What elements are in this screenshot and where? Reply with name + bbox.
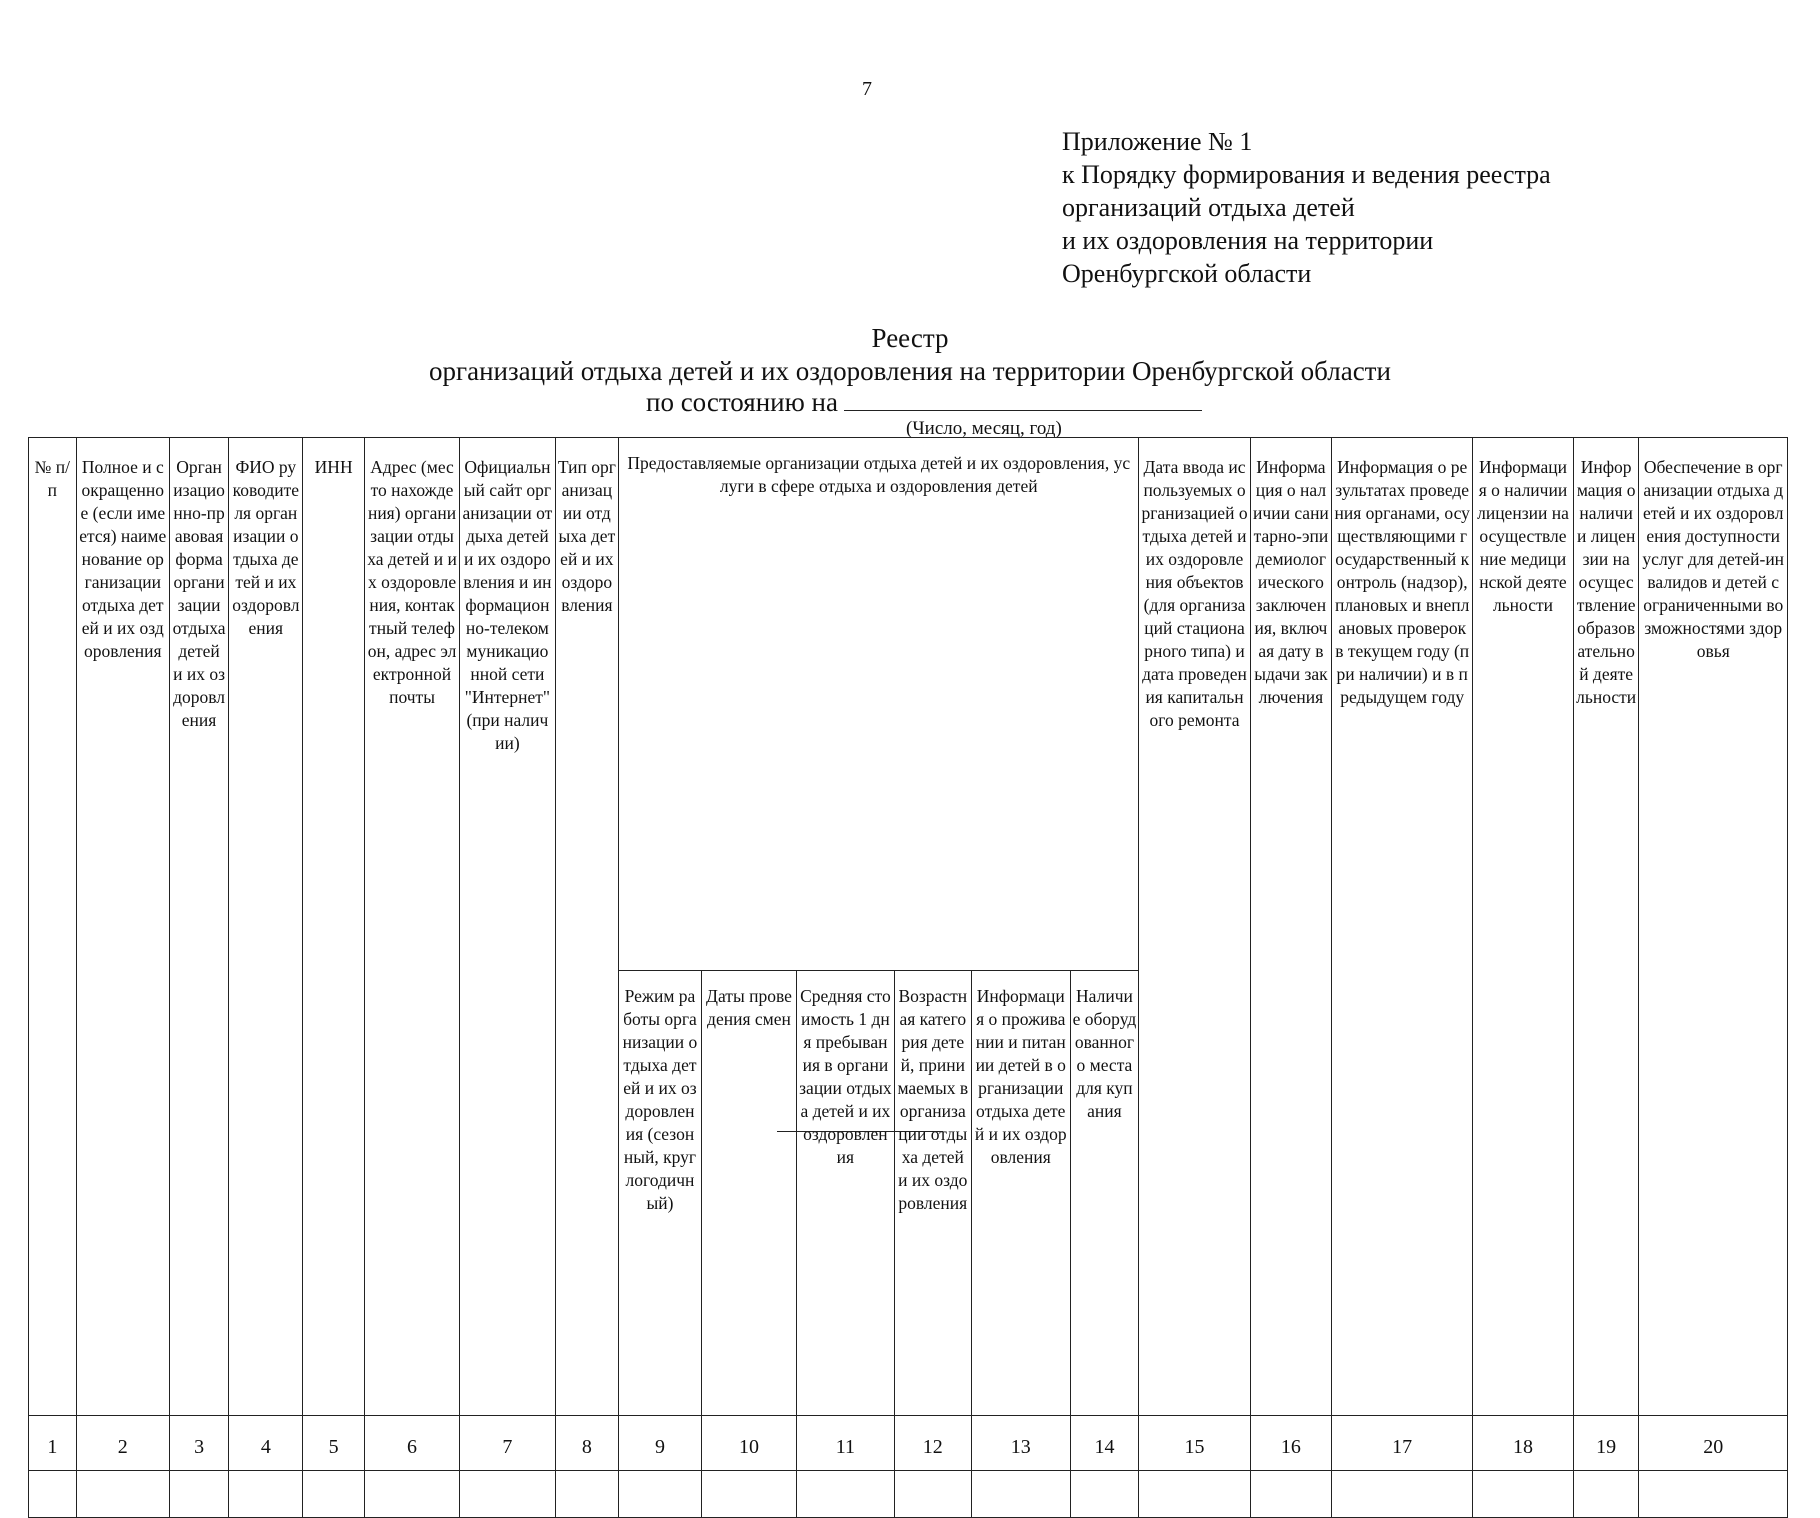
column-number-cell: 14 xyxy=(1070,1416,1139,1471)
column-number-cell: 9 xyxy=(619,1416,702,1471)
empty-cell xyxy=(1639,1471,1788,1518)
title-line-2: организаций отдыха детей и их оздоровления на территории Оренбургской области xyxy=(429,356,1391,386)
empty-cell xyxy=(1250,1471,1332,1518)
header-cell: Информация о результатах проведения органами, осуществляющими государственный контроль (надзор), плановых и внеплановых проверок в текущем году (при наличии) и в предыдущем году xyxy=(1332,438,1473,1416)
column-number-cell: 13 xyxy=(971,1416,1070,1471)
empty-cell xyxy=(1473,1471,1574,1518)
date-caption: (Число, месяц, год) xyxy=(906,418,1062,439)
header-cell: Организационно-правовая форма организации отдыха детей и их оздоровления xyxy=(169,438,228,1416)
header-cell: Информация о наличии санитарно-эпидемиологического заключения, включая дату выдачи заключения xyxy=(1250,438,1332,1416)
document-title xyxy=(0,322,1820,388)
column-number-cell: 15 xyxy=(1139,1416,1250,1471)
appendix-line: Приложение № 1 xyxy=(1062,127,1253,156)
column-number-cell: 2 xyxy=(76,1416,169,1471)
column-number-cell: 17 xyxy=(1332,1416,1473,1471)
appendix-line: и их оздоровления на территории xyxy=(1062,226,1434,255)
empty-cell xyxy=(619,1471,702,1518)
registry-table xyxy=(28,437,1788,1518)
column-number-cell: 10 xyxy=(701,1416,796,1471)
appendix-line: к Порядку формирования и ведения реестра xyxy=(1062,160,1551,189)
subheader-cell: Информация о проживании и питании детей в организации отдыха детей и их оздоровления xyxy=(971,971,1070,1416)
column-number-cell: 5 xyxy=(303,1416,364,1471)
column-number-cell: 19 xyxy=(1573,1416,1639,1471)
as-of-line xyxy=(646,387,1202,418)
header-cell: Тип организации отдыха детей и их оздоровления xyxy=(555,438,619,1416)
empty-cell xyxy=(364,1471,459,1518)
header-cell: Официальный сайт организации отдыха детей и их оздоровления и информационно-телекоммуникационной сети "Интернет" (при наличии) xyxy=(460,438,555,1416)
empty-cell xyxy=(76,1471,169,1518)
empty-cell xyxy=(555,1471,619,1518)
header-cell: Дата ввода используемых организацией отдыха детей и их оздоровления объектов (для организаций стационарного типа) и дата проведения капитального ремонта xyxy=(1139,438,1250,1416)
header-cell: Информация о наличии лицензии на осуществление медицинской деятельности xyxy=(1473,438,1574,1416)
column-number-cell: 1 xyxy=(29,1416,77,1471)
empty-cell xyxy=(169,1471,228,1518)
subheader-cell: Даты проведения смен xyxy=(701,971,796,1416)
column-number-cell: 20 xyxy=(1639,1416,1788,1471)
empty-cell xyxy=(1573,1471,1639,1518)
subheader-cell: Режим работы организации отдыха детей и их оздоровления (сезонный, круглогодичный) xyxy=(619,971,702,1416)
registry-table-wrapper xyxy=(28,437,1785,1518)
header-cell: Полное и сокращенное (если имеется) наименование организации отдыха детей и их оздоровления xyxy=(76,438,169,1416)
empty-cell xyxy=(1139,1471,1250,1518)
empty-cell xyxy=(797,1471,894,1518)
column-number-cell: 12 xyxy=(894,1416,971,1471)
header-cell: Обеспечение в организации отдыха детей и их оздоровления доступности услуг для детей-инвалидов и детей с ограниченными возможностями здоровья xyxy=(1639,438,1788,1416)
subheader-cell: Средняя стоимость 1 дня пребывания в организации отдыха детей и их оздоровления xyxy=(797,971,894,1416)
empty-cell xyxy=(460,1471,555,1518)
header-cell: ИНН xyxy=(303,438,364,1416)
empty-cell xyxy=(1332,1471,1473,1518)
subheader-cell: Возрастная категория детей, принимаемых в организации отдыха детей и их оздоровления xyxy=(894,971,971,1416)
table-header-row xyxy=(29,438,1788,971)
column-number-cell: 7 xyxy=(460,1416,555,1471)
footer-divider xyxy=(777,1131,943,1132)
column-number-cell: 6 xyxy=(364,1416,459,1471)
empty-cell xyxy=(701,1471,796,1518)
appendix-line: организаций отдыха детей xyxy=(1062,193,1355,222)
as-of-label: по состоянию на xyxy=(646,387,838,417)
empty-cell xyxy=(971,1471,1070,1518)
appendix-note xyxy=(1062,125,1551,290)
empty-cell xyxy=(303,1471,364,1518)
appendix-line: Оренбургской области xyxy=(1062,259,1312,288)
subheader-cell: Наличие оборудованного места для купания xyxy=(1070,971,1139,1416)
empty-cell xyxy=(229,1471,303,1518)
header-cell: № п/п xyxy=(29,438,77,1416)
title-line-1: Реестр xyxy=(871,323,949,353)
page-number: 7 xyxy=(862,78,872,100)
date-blank-field xyxy=(844,388,1202,411)
header-cell: ФИО руководителя организации отдыха детей и их оздоровления xyxy=(229,438,303,1416)
column-number-cell: 11 xyxy=(797,1416,894,1471)
header-cell: Адрес (место нахождения) организации отдыха детей и их оздоровления, контактный телефон, адрес электронной почты xyxy=(364,438,459,1416)
column-number-cell: 4 xyxy=(229,1416,303,1471)
empty-cell xyxy=(29,1471,77,1518)
column-number-row xyxy=(29,1416,1788,1471)
column-number-cell: 8 xyxy=(555,1416,619,1471)
group-header-cell: Предоставляемые организации отдыха детей и их оздоровления, услуги в сфере отдыха и оздоровления детей xyxy=(619,438,1139,971)
empty-cell xyxy=(1070,1471,1139,1518)
column-number-cell: 16 xyxy=(1250,1416,1332,1471)
column-number-cell: 18 xyxy=(1473,1416,1574,1471)
column-number-cell: 3 xyxy=(169,1416,228,1471)
header-cell: Информация о наличии лицензии на осуществление образовательной деятельности xyxy=(1573,438,1639,1416)
empty-cell xyxy=(894,1471,971,1518)
empty-data-row xyxy=(29,1471,1788,1518)
